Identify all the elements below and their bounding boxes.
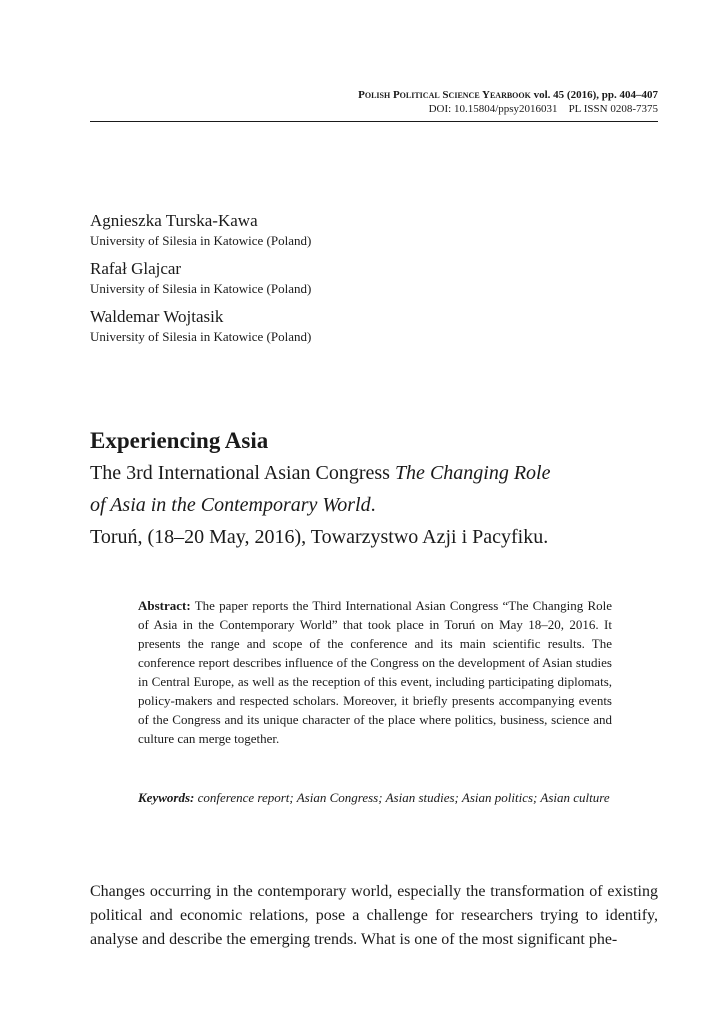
- author-affiliation: University of Silesia in Katowice (Poland): [90, 281, 312, 296]
- subtitle-italic: The Changing Role: [394, 462, 551, 484]
- author-name: Waldemar Wojtasik: [90, 307, 224, 326]
- header-citation-line: [90, 88, 658, 102]
- header-identifier-line: [90, 102, 658, 116]
- author-affiliation: University of Silesia in Katowice (Poland): [90, 233, 312, 248]
- subtitle-text: The 3rd International Asian Congress: [90, 462, 395, 484]
- subtitle-text: .: [370, 494, 376, 516]
- subtitle-italic: of Asia in the Contemporary World: [90, 494, 371, 516]
- author-name: Agnieszka Turska-Kawa: [90, 211, 258, 230]
- issn: PL ISSN 0208-7375: [568, 103, 658, 115]
- abstract: [138, 596, 612, 748]
- running-header: [90, 88, 658, 116]
- keywords-label: Keywords:: [138, 790, 195, 805]
- doi: DOI: 10.15804/ppsy2016031: [428, 103, 558, 115]
- keywords-text: conference report; Asian Congress; Asian studies; Asian politics; Asian culture: [194, 790, 610, 805]
- author-entry: [90, 210, 658, 249]
- author-list: [90, 210, 658, 354]
- author-affiliation: University of Silesia in Katowice (Poland): [90, 329, 312, 344]
- subtitle-line-2: [90, 489, 658, 521]
- keywords: [138, 788, 612, 807]
- abstract-label: Abstract:: [138, 598, 191, 613]
- author-entry: [90, 306, 658, 345]
- title-block: [90, 426, 658, 553]
- journal-volume: vol. 45 (2016),: [533, 89, 599, 101]
- paper-title: Experiencing Asia: [90, 428, 269, 453]
- body-paragraph: Changes occurring in the contemporary world, especially the transformation of existing political and economic relations, pose a challenge for researchers trying to identify, analyse and describe the emerging trends. What is one of the most significant phe-: [90, 883, 658, 948]
- header-rule: [90, 121, 658, 122]
- journal-pages: pp. 404–407: [601, 89, 658, 101]
- abstract-text: The paper reports the Third International Asian Congress “The Changing Role of Asia in the Contemporary World” that took place in Toruń on May 18–20, 2016. It presents the range and scope of the conference and its main scientific results. The conference report describes influence of the Congress on the development of Asian studies in Central Europe, as well as the reception of this event, including participating diplomats, policy-makers and respected scholars. Moreover, it briefly presents accompanying events of the Congress and its unique character of the place where politics, business, science and culture can merge together.: [138, 598, 612, 746]
- journal-name: Polish Political Science Yearbook: [358, 89, 531, 101]
- author-name: Rafał Glajcar: [90, 259, 182, 278]
- paper-subtitle: [90, 457, 658, 553]
- author-entry: [90, 258, 658, 297]
- subtitle-line-1: [90, 457, 658, 489]
- subtitle-line-3: Toruń, (18–20 May, 2016), Towarzystwo Azji i Pacyfiku.: [90, 526, 549, 548]
